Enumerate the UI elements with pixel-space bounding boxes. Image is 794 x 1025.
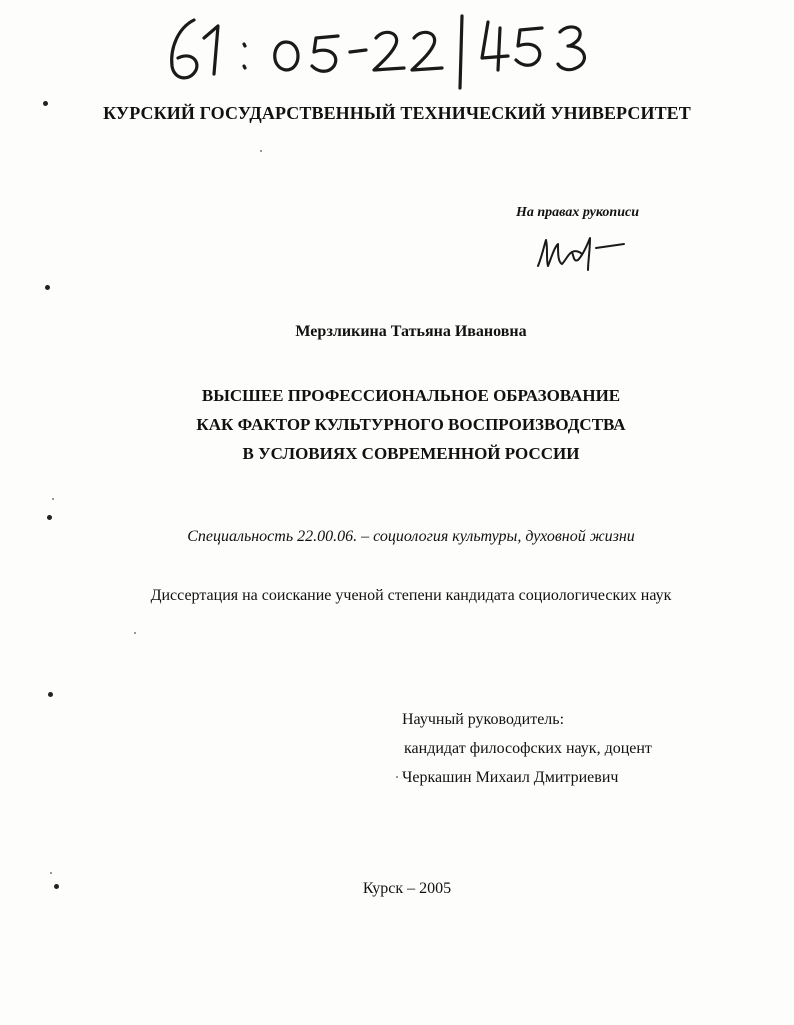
scan-mark xyxy=(45,285,50,290)
dissertation-title xyxy=(0,381,794,468)
university-name: КУРСКИЙ ГОСУДАРСТВЕННЫЙ ТЕХНИЧЕСКИЙ УНИВЕРСИТЕТ xyxy=(103,103,691,123)
scan-mark xyxy=(43,101,48,106)
dissertation-degree-line: Диссертация на соискание ученой степени кандидата социологических наук xyxy=(150,587,672,604)
supervisor-name: Черкашин Михаил Дмитриевич xyxy=(402,769,619,786)
supervisor-degree: кандидат философских наук, доцент xyxy=(404,740,652,757)
supervisor-block xyxy=(402,705,652,792)
scan-speck xyxy=(396,776,398,778)
city-year: Курск – 2005 xyxy=(362,880,452,897)
handwritten-archive-code xyxy=(160,8,600,98)
scan-speck xyxy=(134,632,136,634)
supervisor-label: Научный руководитель: xyxy=(402,711,565,728)
title-line: КАК ФАКТОР КУЛЬТУРНОГО ВОСПРОИЗВОДСТВА xyxy=(196,415,626,434)
rights-note: На правах рукописи xyxy=(516,205,639,220)
title-line: ВЫСШЕЕ ПРОФЕССИОНАЛЬНОЕ ОБРАЗОВАНИЕ xyxy=(201,386,621,405)
scan-mark xyxy=(54,884,59,889)
specialty-line: Специальность 22.00.06. – социология культуры, духовной жизни xyxy=(187,528,635,545)
scan-mark xyxy=(48,692,53,697)
handwritten-signature xyxy=(532,226,632,274)
title-line: В УСЛОВИЯХ СОВРЕМЕННОЙ РОССИИ xyxy=(242,444,580,463)
author-name: Мерзликина Татьяна Ивановна xyxy=(295,323,527,340)
scan-speck xyxy=(260,150,262,152)
scan-speck xyxy=(50,872,52,874)
scan-speck xyxy=(52,498,54,500)
scan-mark xyxy=(47,515,52,520)
